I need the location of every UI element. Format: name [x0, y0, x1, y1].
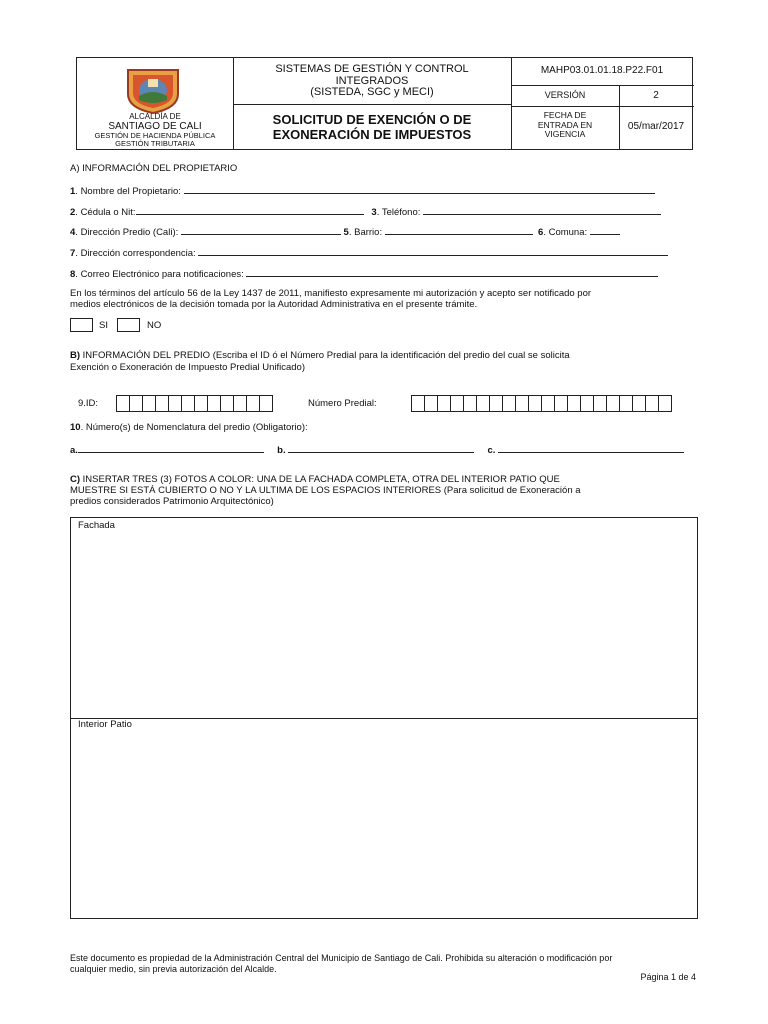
- email-input[interactable]: [246, 267, 658, 277]
- consent-line-2: medios electrónicos de la decisión tomada por la Autoridad Administrativa en el presente trámite.: [70, 299, 478, 310]
- footer-line-2: cualquier medio, sin previa autorización del Alcalde.: [70, 963, 277, 974]
- photo-facade-area[interactable]: [70, 517, 698, 719]
- nomenclature-c-label: c.: [487, 445, 496, 456]
- version-label: VERSIÓN: [544, 90, 586, 100]
- section-b-title: [70, 350, 700, 373]
- footer-notice: [70, 953, 700, 974]
- photo-facade-label: Fachada: [78, 520, 115, 531]
- field-3-number: 3: [371, 207, 377, 218]
- commune-label: . Comuna:: [543, 227, 588, 238]
- version-value: 2: [653, 90, 659, 101]
- logo-line-4: GESTIÓN TRIBUTARIA: [115, 138, 195, 148]
- nomenclature-row: [70, 443, 684, 456]
- phone-label: . Teléfono:: [376, 207, 421, 218]
- system-line-2: INTEGRADOS: [335, 74, 409, 87]
- nomenclature-label: . Número(s) de Nomenclatura del predio (Obligatorio):: [80, 422, 308, 433]
- nomenclature-b-label: b.: [277, 445, 286, 456]
- mailing-address-label: . Dirección correspondencia:: [75, 248, 196, 259]
- photo-patio-area[interactable]: [70, 718, 698, 919]
- section-c-line-3: predios considerados Patrimonio Arquitectónico): [70, 496, 274, 507]
- mailing-address-row: [70, 246, 668, 259]
- system-line-1: SISTEMAS DE GESTIÓN Y CONTROL: [275, 63, 469, 75]
- document-title: [233, 112, 511, 142]
- id-phone-row: [70, 205, 661, 218]
- date-label-3: VIGENCIA: [544, 129, 586, 139]
- property-address-label: . Dirección Predio (Cali):: [75, 227, 179, 238]
- nomenclature-title: [70, 422, 308, 433]
- consent-yes-checkbox[interactable]: [70, 318, 93, 332]
- email-label: . Correo Electrónico para notificaciones:: [75, 269, 244, 280]
- id-nit-input[interactable]: [136, 205, 364, 215]
- field-10-number: 10: [70, 422, 81, 433]
- field-8-number: 8: [70, 269, 76, 280]
- property-id-label: 9.ID:: [78, 398, 99, 409]
- predial-number-cells[interactable]: [411, 395, 671, 412]
- field-6-number: 6: [538, 227, 544, 238]
- consent-yes-label: SI: [99, 320, 108, 331]
- system-line-3: (SISTEDA, SGC y MECI): [310, 86, 434, 98]
- field-4-number: 4: [70, 227, 76, 238]
- neighborhood-input[interactable]: [385, 225, 533, 235]
- mailing-address-input[interactable]: [198, 246, 668, 256]
- nomenclature-b-input[interactable]: [288, 443, 474, 453]
- field-7-number: 7: [70, 248, 76, 259]
- title-line-2: EXONERACIÓN DE IMPUESTOS: [272, 127, 472, 142]
- logo-line-3: GESTIÓN DE HACIENDA PÚBLICA: [94, 130, 216, 140]
- phone-input[interactable]: [423, 205, 661, 215]
- property-address-input[interactable]: [181, 225, 341, 235]
- section-c-line-2: MUESTRE SI ESTÁ CUBIERTO O NO Y LA ULTIMA DE LOS ESPACIOS INTERIORES (Para solicitud de Exoneración a: [70, 485, 581, 496]
- owner-name-row: [70, 184, 655, 197]
- email-row: [70, 267, 658, 280]
- nomenclature-a-input[interactable]: [78, 443, 264, 453]
- logo-line-2: SANTIAGO DE CALI: [108, 120, 202, 132]
- field-2-number: 2: [70, 207, 76, 218]
- photo-patio-label: Interior Patio: [78, 719, 132, 730]
- section-c-title: [70, 474, 700, 507]
- id-nit-label: . Cédula o Nit:: [75, 207, 136, 218]
- field-1-number: 1: [70, 186, 76, 197]
- consent-no-checkbox[interactable]: [117, 318, 140, 332]
- logo-line-1: ALCALDÍA DE: [129, 112, 181, 121]
- owner-name-input[interactable]: [184, 184, 655, 194]
- section-c-letter: C): [70, 474, 81, 485]
- system-name: [233, 64, 511, 99]
- date-label-2: ENTRADA EN: [537, 119, 593, 130]
- date-label-1: FECHA DE: [543, 110, 587, 120]
- footer-line-1: Este documento es propiedad de la Administración Central del Municipio de Santiago de Cali. Prohibida su alteración o modificación por: [70, 953, 613, 963]
- effective-date-value: 05/mar/2017: [627, 121, 685, 132]
- section-a-title: A) INFORMACIÓN DEL PROPIETARIO: [70, 163, 238, 174]
- owner-name-label: . Nombre del Propietario:: [75, 186, 181, 197]
- section-b-line-2: Exención o Exoneración de Impuesto Predial Unificado): [70, 361, 305, 373]
- consent-text: [70, 288, 700, 310]
- neighborhood-label: . Barrio:: [348, 227, 383, 238]
- consent-no-label: NO: [147, 320, 162, 331]
- city-coat-of-arms-logo: [124, 66, 182, 114]
- nomenclature-a-label: a.: [70, 445, 78, 456]
- address-row: [70, 225, 620, 238]
- field-5-number: 5: [343, 227, 349, 238]
- section-b-line-1: INFORMACIÓN DEL PREDIO (Escriba el ID ó el Número Predial para la identificación del predio del cual se solicita: [80, 350, 570, 361]
- commune-input[interactable]: [590, 225, 620, 235]
- title-line-1: SOLICITUD DE EXENCIÓN O DE: [272, 112, 472, 127]
- section-c-line-1: INSERTAR TRES (3) FOTOS A COLOR: UNA DE LA FACHADA COMPLETA, OTRA DEL INTERIOR PATIO QUE: [80, 474, 560, 485]
- predial-number-label: Número Predial:: [308, 398, 377, 409]
- section-b-letter: B): [70, 350, 81, 361]
- consent-line-1: En los términos del artículo 56 de la Ley 1437 de 2011, manifiesto expresamente mi autorización y acepto ser notificado por: [70, 288, 592, 299]
- document-code: MAHP03.01.01.18.P22.F01: [540, 65, 664, 76]
- nomenclature-c-input[interactable]: [498, 443, 684, 453]
- page-number: Página 1 de 4: [640, 972, 696, 982]
- property-id-cells[interactable]: [116, 395, 272, 412]
- effective-date-label: [511, 111, 619, 140]
